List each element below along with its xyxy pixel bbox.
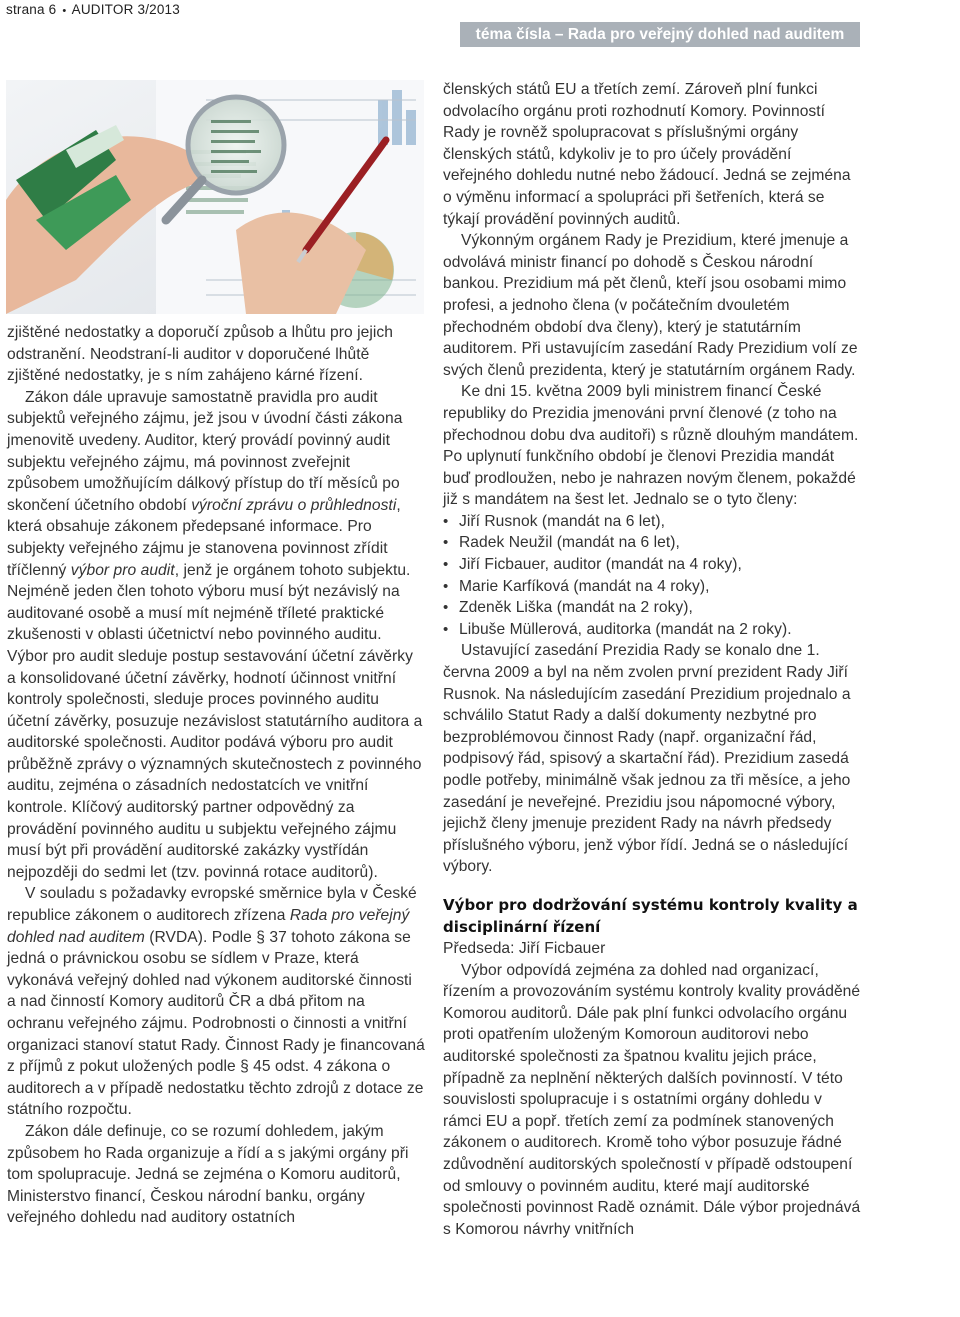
list-item: • Zdeněk Liška (mandát na 2 roky),	[443, 597, 863, 619]
text-run: Zákon dále upravuje samostatně pravidla pro audit subjektů veřejného zájmu, jež jsou v úvodní části zákona jmenovitě uvedeny. Auditor, který provádí povinný audit subjektu veřejného zájmu, má povinnost zveřejnit způsobem umožňujícím dálkový přístup do tří měsíců po skončení účetního období	[7, 388, 403, 514]
emphasis: Rada pro veřejný dohled nad auditem	[7, 907, 410, 946]
header-separator: •	[62, 5, 67, 17]
right-column	[443, 79, 863, 1240]
list-item: • Jiří Rusnok (mandát na 6 let),	[443, 511, 863, 533]
paragraph	[7, 883, 425, 1121]
photo-illustration	[6, 80, 424, 314]
paragraph: členských států EU a třetích zemí. Zároveň plní funkci odvolacího orgánu proti rozhodnutí Komory. Povinností Rady je rovněž spolupracovat s příslušnými orgány členských států, kdykoliv je to pro účely provádění veřejného dohledu nutné nebo žádoucí. Jedná se zejména o výměnu informací a spolupráci při šetřeních, která se týkají provádění povinných auditů.	[443, 81, 851, 228]
paragraph: Výbor odpovídá zejména za dohled nad organizací, řízením a provozováním systému kontroly kvality prováděné Komorou auditorů. Dále pak plní funkci odvolacího orgánu proti opatřením uloženým Komoroun auditorovi nebo auditorské společnosti za špatnou kvalitu jejich práce, případně za neplnění některých dalších povinností. V této souvislosti spolupracuje i s ostatními orgány dohledu v rámci EU a popř. třetích zemí za podmínek stanovených zákonem o auditorech. Kromě toho výbor posuzuje řádné zdůvodnění auditorských společností v případě odstoupení od smlouvy o povinném auditu, které mají auditorské společnosti povinnost Radě oznámit. Dále výbor projednává s Komorou návrhy vnitřních	[443, 961, 861, 1238]
left-column	[7, 322, 425, 1229]
text-run: , jenž je orgánem tohoto subjektu. Nejméně jeden člen tohoto výboru musí být nezávislý na auditované osobě a musí mít nejméně tříleté praktické zkušenosti v oblasti účetnictví nebo povinného auditu. Výbor pro audit sleduje postup sestavování účetní závěrky a konsolidované účetní závěrky, hodnotí účinnost vnitřní kontroly společnosti, sleduje proces povinného auditu účetní závěrky, posuzuje nezávislost statutárního auditora a auditorské společnosti. Auditor podává výboru pro audit průběžně zprávy o významných skutečnostech z povinného auditu, zejména o zásadních nedostatcích ve vnitřní kontrole. Klíčový auditorský partner odpovědný za provádění povinného auditu u subjektu veřejného zájmu musí být při provádění auditorské zakázky vystřídán nejpozději do sedmi let (tzv. povinná rotace auditorů).	[7, 561, 423, 881]
section-title: Výbor pro dodržování systému kontroly kvality a disciplinární řízení	[443, 895, 858, 936]
text-run: , která obsahuje zákonem předepsané informace. Pro subjekty veřejného zájmu je stanovena povinnost zřídit tříčlenný	[7, 496, 401, 579]
page-number: strana 6	[6, 2, 57, 17]
article-photo	[6, 80, 424, 314]
list-item: • Radek Neužil (mandát na 6 let),	[443, 532, 863, 554]
text-run: V souladu s požadavky evropské směrnice byla v České republice zákonem o auditorech zřízena	[7, 885, 417, 925]
chair-line: Předseda: Jiří Ficbauer	[443, 939, 606, 957]
paragraph: Výkonným orgánem Rady je Prezidium, které jmenuje a odvolává ministr financí po dohodě s Českou národní bankou. Prezidium má pět členů, kteří jsou osobami mimo profesi, a jednoho člena (v počátečním dvouletém přechodném období dva členy), který je statutárním auditorem. Při ustavujícím zasedání Rady Prezidium volí ze svých členů prezidenta, který je statutárním orgánem Rady.	[443, 232, 858, 379]
emphasis: výroční zprávu o průhlednosti	[191, 496, 397, 514]
list-item: • Libuše Müllerová, auditorka (mandát na 2 roky).	[443, 619, 863, 641]
paragraph: zjištěné nedostatky a doporučí způsob a lhůtu pro jejich odstranění. Neodstraní-li auditor v doporučené lhůtě zjištěné nedostatky, je s ním zahájeno kárné řízení.	[7, 324, 393, 385]
text-run: (RVDA). Podle § 37 tohoto zákona se jedná o právnickou osobu se sídlem v Praze, která vykonává veřejný dohled nad výkonem auditorské činnosti a nad činností Komory auditorů ČR a dbá přitom na ochranu veřejného zájmu. Podrobnosti o činnosti a vnitřní organizaci stanoví statut Rady. Činnost Rady je financovaná z příjmů z pokut uložených podle § 45 odst. 4 zákona o auditorech a v případě nedostatku těchto zdrojů z dotace ze státního rozpočtu.	[7, 928, 425, 1119]
list-item: • Marie Karfíková (mandát na 4 roky),	[443, 576, 863, 598]
paragraph: Ke dni 15. května 2009 byli ministrem financí České republiky do Prezidia jmenováni první členové (z toho na přechodnou dobu dva auditoři) s různě dlouhým mandátem. Po uplynutí funkčního období je členovi Prezidia mandát buď prodloužen, nebo je nahrazen novým členem, pokaždé již s mandátem na šest let. Jednalo se o tyto členy:	[443, 383, 859, 509]
page-header	[6, 2, 180, 17]
member-list	[443, 511, 863, 641]
topic-banner: téma čísla – Rada pro veřejný dohled nad auditem	[460, 22, 860, 47]
emphasis: výbor pro audit	[70, 561, 175, 579]
list-item: • Jiří Ficbauer, auditor (mandát na 4 roky),	[443, 554, 863, 576]
paragraph	[7, 387, 425, 884]
paragraph: Zákon dále definuje, co se rozumí dohledem, jakým způsobem ho Rada organizuje a řídí a s jakými orgány při tom spolupracuje. Jedná se zejména o Komoru auditorů, Ministerstvo financí, Českou národní banku, orgány veřejného dohledu nad auditory ostatních	[7, 1122, 409, 1227]
paragraph: Ustavující zasedání Prezidia Rady se konalo dne 1. června 2009 a byl na něm zvolen první prezident Rady Jiří Rusnok. Na následujícím zasedání Prezidium projednalo a schválilo Statut Rady a další dokumenty nezbytné pro bezproblémovou činnost Rady (např. organizační řád, podpisový řád, spisový a skartační řád). Prezidium zasedá podle potřeby, minimálně však jednou za tři měsíce, a jeho zasedání je neveřejné. Prezidiu jsou nápomocné výbory, jejichž členy jmenuje prezident Rady na návrh předsedy příslušného výboru, jenž výbor řídí. Jedná se o následující výbory.	[443, 642, 851, 876]
magazine-issue: AUDITOR 3/2013	[71, 2, 180, 17]
